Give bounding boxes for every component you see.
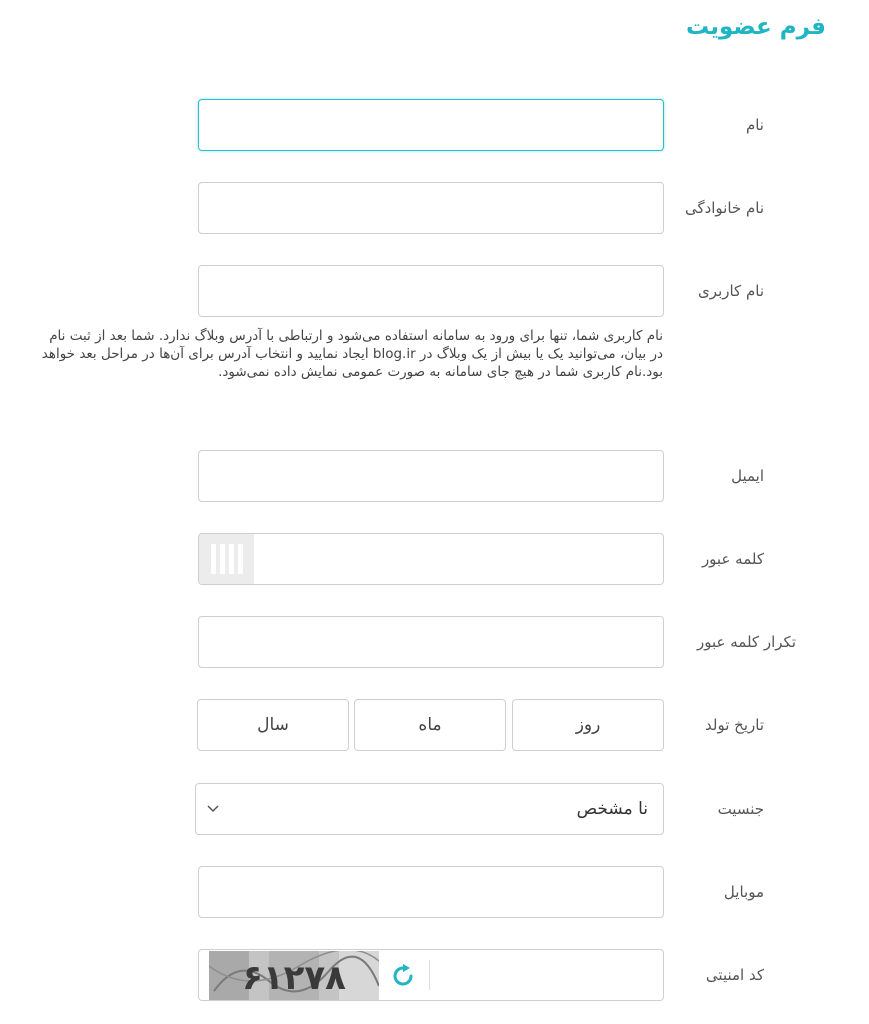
birth-date-label: تاریخ تولد	[705, 716, 764, 734]
first-name-label: نام	[745, 116, 764, 134]
gender-select[interactable]	[195, 783, 664, 835]
email-input[interactable]	[198, 450, 664, 502]
password-input[interactable]	[198, 533, 664, 585]
strength-bar	[229, 544, 234, 574]
refresh-icon[interactable]	[389, 962, 417, 990]
strength-bar	[220, 544, 225, 574]
password-repeat-label: تکرار کلمه عبور	[697, 633, 796, 651]
mobile-label: موبایل	[723, 883, 764, 901]
captcha-text: ۶۱۲۷۸	[242, 958, 346, 998]
strength-bar	[238, 544, 243, 574]
birth-month-select[interactable]: ماه	[354, 699, 506, 751]
captcha-separator	[429, 960, 430, 990]
mobile-input[interactable]	[198, 866, 664, 918]
password-label: کلمه عبور	[701, 550, 764, 568]
page-title: فرم عضویت	[685, 14, 826, 40]
captcha-image	[209, 951, 379, 1000]
password-strength-meter	[199, 534, 254, 584]
username-label: نام کاربری	[698, 282, 764, 300]
first-name-input[interactable]	[198, 99, 664, 151]
chevron-down-icon	[206, 802, 220, 816]
gender-label: جنسیت	[717, 800, 764, 818]
username-input[interactable]	[198, 265, 664, 317]
username-help-text: نام کاربری شما، تنها برای ورود به سامانه استفاده می‌شود و ارتباطی با آدرس وبلاگ ندارد. شما بعد از ثبت نام در بیان، می‌توانید یک یا بیش از یک وبلاگ در blog.ir ایجاد نمایید و انتخاب آدرس برای آن‌ها در مراحل بعد خواهد بود.نام کاربری شما در هیچ جای سامانه به صورت عمومی نمایش داده نمی‌شود.	[41, 328, 663, 380]
last-name-label: نام خانوادگی	[684, 199, 764, 217]
birth-year-select[interactable]: سال	[197, 699, 349, 751]
captcha-label: کد امنیتی	[705, 966, 764, 984]
captcha-field[interactable]	[198, 949, 664, 1001]
email-label: ایمیل	[731, 467, 764, 485]
gender-selected-value: نا مشخص	[576, 799, 648, 819]
strength-bar	[211, 544, 216, 574]
birth-day-select[interactable]: روز	[512, 699, 664, 751]
password-repeat-input[interactable]	[198, 616, 664, 668]
last-name-input[interactable]	[198, 182, 664, 234]
